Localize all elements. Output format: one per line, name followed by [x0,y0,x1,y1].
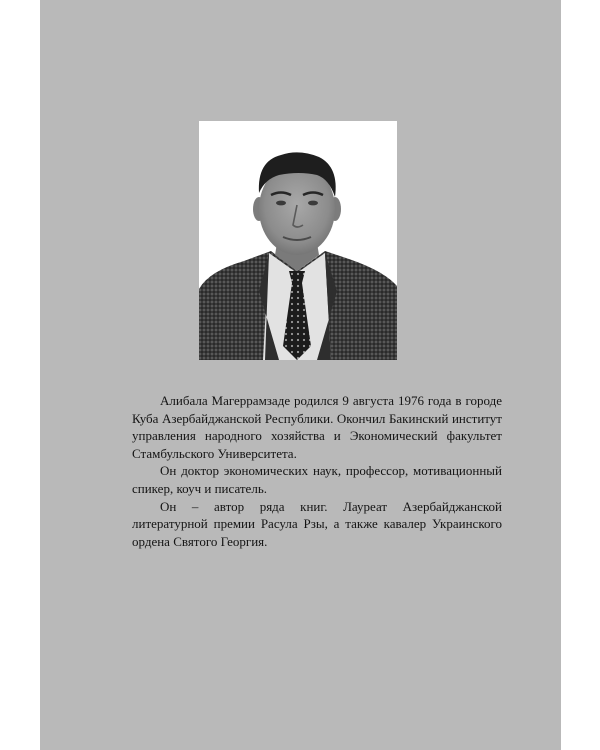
biography-paragraph-2: Он доктор экономических наук, профессор, мотивационный спикер, коуч и писатель. [132,463,502,496]
author-biography [132,392,502,550]
book-page [40,0,561,750]
biography-paragraph-1: Алибала Магеррамзаде родился 9 августа 1976 года в городе Куба Азербайджанской Республики. Окончил Бакинский институт управления народного хозяйства и Экономический факультет Стамбульского Университета. [132,393,502,461]
author-portrait [199,121,397,360]
biography-paragraph-3: Он – автор ряда книг. Лауреат Азербайджанской литературной премии Расула Рзы, а также кавалер Украинского ордена Святого Георгия. [132,498,502,549]
